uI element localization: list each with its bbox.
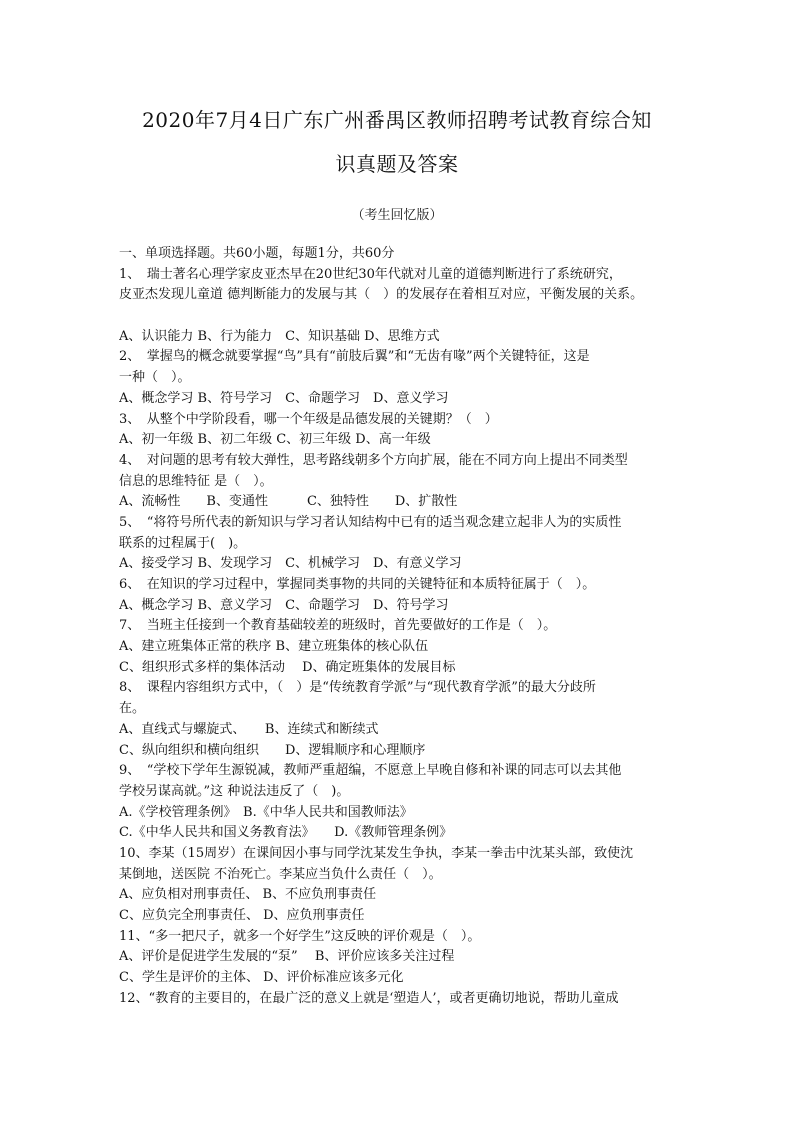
question-options: A、直线式与螺旋式、 B、连续式和断续式 <box>119 721 379 737</box>
question-1 <box>119 265 689 348</box>
question-stem-line: 11、“多一把尺子，就多一个好学生”这反映的评价观是（ ）。 <box>119 928 481 944</box>
question-options: A、建立班集体正常的秩序 B、建立班集体的核心队伍 <box>119 639 429 655</box>
question-options: A.《学校管理条例》 B.《中华人民共和国教师法》 <box>119 804 413 820</box>
question-options: A、概念学习 B、符号学习 C、命题学习 D、意义学习 <box>119 390 449 406</box>
question-options: A、认识能力 B、行为能力 C、知识基础 D、思维方式 <box>119 328 440 344</box>
section-heading: 一、单项选择题。共60小题，每题1分，共60分 <box>119 246 395 261</box>
question-6 <box>119 575 689 616</box>
question-stem-line: 一种（ ）。 <box>119 370 191 386</box>
question-stem-line: 7、 当班主任接到一个教育基础较差的班级时，首先要做好的工作是（ ）。 <box>119 618 557 634</box>
question-stem-line: 学校另谋高就。”这 种说法违反了（ )。 <box>119 783 350 799</box>
document-title-line-2: 识真题及答案 <box>335 152 459 176</box>
question-stem-line: 4、 对问题的思考有较大弹性，思考路线朝多个方向扩展，能在不同方向上提出不同类型 <box>119 452 628 468</box>
question-options: C、应负完全刑事责任、 D、应负刑事责任 <box>119 908 365 923</box>
question-stem-line: 5、 “将符号所代表的新知识与学习者认知结构中已有的适当观念建立起非人为的实质性 <box>119 514 622 530</box>
question-options: A、初一年级 B、初二年级 C、初三年级 D、高一年级 <box>119 432 431 448</box>
document-title-line-1: 2020年7月4日广东广州番禺区教师招聘考试教育综合知 <box>142 108 652 132</box>
question-stem-line: 12、“教育的主要目的，在最广泛的意义上就是‘塑造人’，或者更确切地说，帮助儿童成 <box>119 990 619 1006</box>
question-5 <box>119 513 689 575</box>
question-stem-line: 6、 在知识的学习过程中，掌握同类事物的共同的关键特征和本质特征属于（ ）。 <box>119 577 596 592</box>
question-9 <box>119 761 689 844</box>
question-stem-line: 某倒地，送医院 不治死亡。李某应当负什么责任（ ）。 <box>119 866 442 882</box>
question-stem-line: 在。 <box>119 701 146 717</box>
question-stem-line: 2、 掌握鸟的概念就要掌握“鸟”具有“前肢后翼”和“无齿有喙”两个关键特征，这是 <box>119 349 590 365</box>
question-options: A、评价是促进学生发展的“泵” B、评价应该多关注过程 <box>119 949 455 965</box>
question-10 <box>119 844 689 927</box>
question-options: C、纵向组织和横向组织 D、逻辑顺序和心理顺序 <box>119 742 426 758</box>
question-options: A、概念学习 B、意义学习 C、命题学习 D、符号学习 <box>119 597 449 613</box>
question-stem-line: 3、 从整个中学阶段看，哪一个年级是品德发展的关键期？（ ） <box>119 411 498 427</box>
question-stem-line: 8、 课程内容组织方式中，（ ）是“传统教育学派”与“现代教育学派”的最大分歧所 <box>119 680 596 696</box>
document-subtitle: （考生回忆版） <box>351 208 443 223</box>
question-stem-line: 信息的思维特征 是（ ）。 <box>119 473 273 489</box>
question-2 <box>119 347 689 409</box>
question-options: C、组织形式多样的集体活动 D、确定班集体的发展目标 <box>119 659 456 675</box>
blank-line <box>119 306 689 327</box>
question-4 <box>119 451 689 513</box>
question-stem-line: 1、 瑞士著名心理学家皮亚杰早在20世纪30年代就对儿童的道德判断进行了系统研究， <box>119 266 622 282</box>
question-stem-line: 10、李某（15周岁）在课间因小事与同学沈某发生争执，李某一拳击中沈某头部，致使沈 <box>119 845 634 861</box>
question-stem-line: 联系的过程属于( )。 <box>119 535 247 551</box>
question-options: A、流畅性 B、变通性 C、独特性 D、扩散性 <box>119 494 458 510</box>
question-options: C、学生是评价的主体、 D、评价标准应该多元化 <box>119 970 404 986</box>
question-stem-line: 皮亚杰发现儿童道 德判断能力的发展与其（ ）的发展存在着相互对应，平衡发展的关系。 <box>119 287 644 303</box>
question-options: C.《中华人民共和国义务教育法》 D.《教师管理条例》 <box>119 825 453 841</box>
question-options: A、应负相对刑事责任、 B、不应负刑事责任 <box>119 887 377 903</box>
question-options: A、接受学习 B、发现学习 C、机械学习 D、有意义学习 <box>119 556 462 572</box>
question-7 <box>119 616 689 678</box>
question-8 <box>119 678 689 761</box>
question-12 <box>119 989 689 1010</box>
question-11 <box>119 927 689 989</box>
question-3 <box>119 410 689 451</box>
document-body <box>119 244 689 1009</box>
question-stem-line: 9、 “学校下学年生源锐减，教师严重超编，不愿意上早晚自修和补课的同志可以去其他 <box>119 763 622 779</box>
